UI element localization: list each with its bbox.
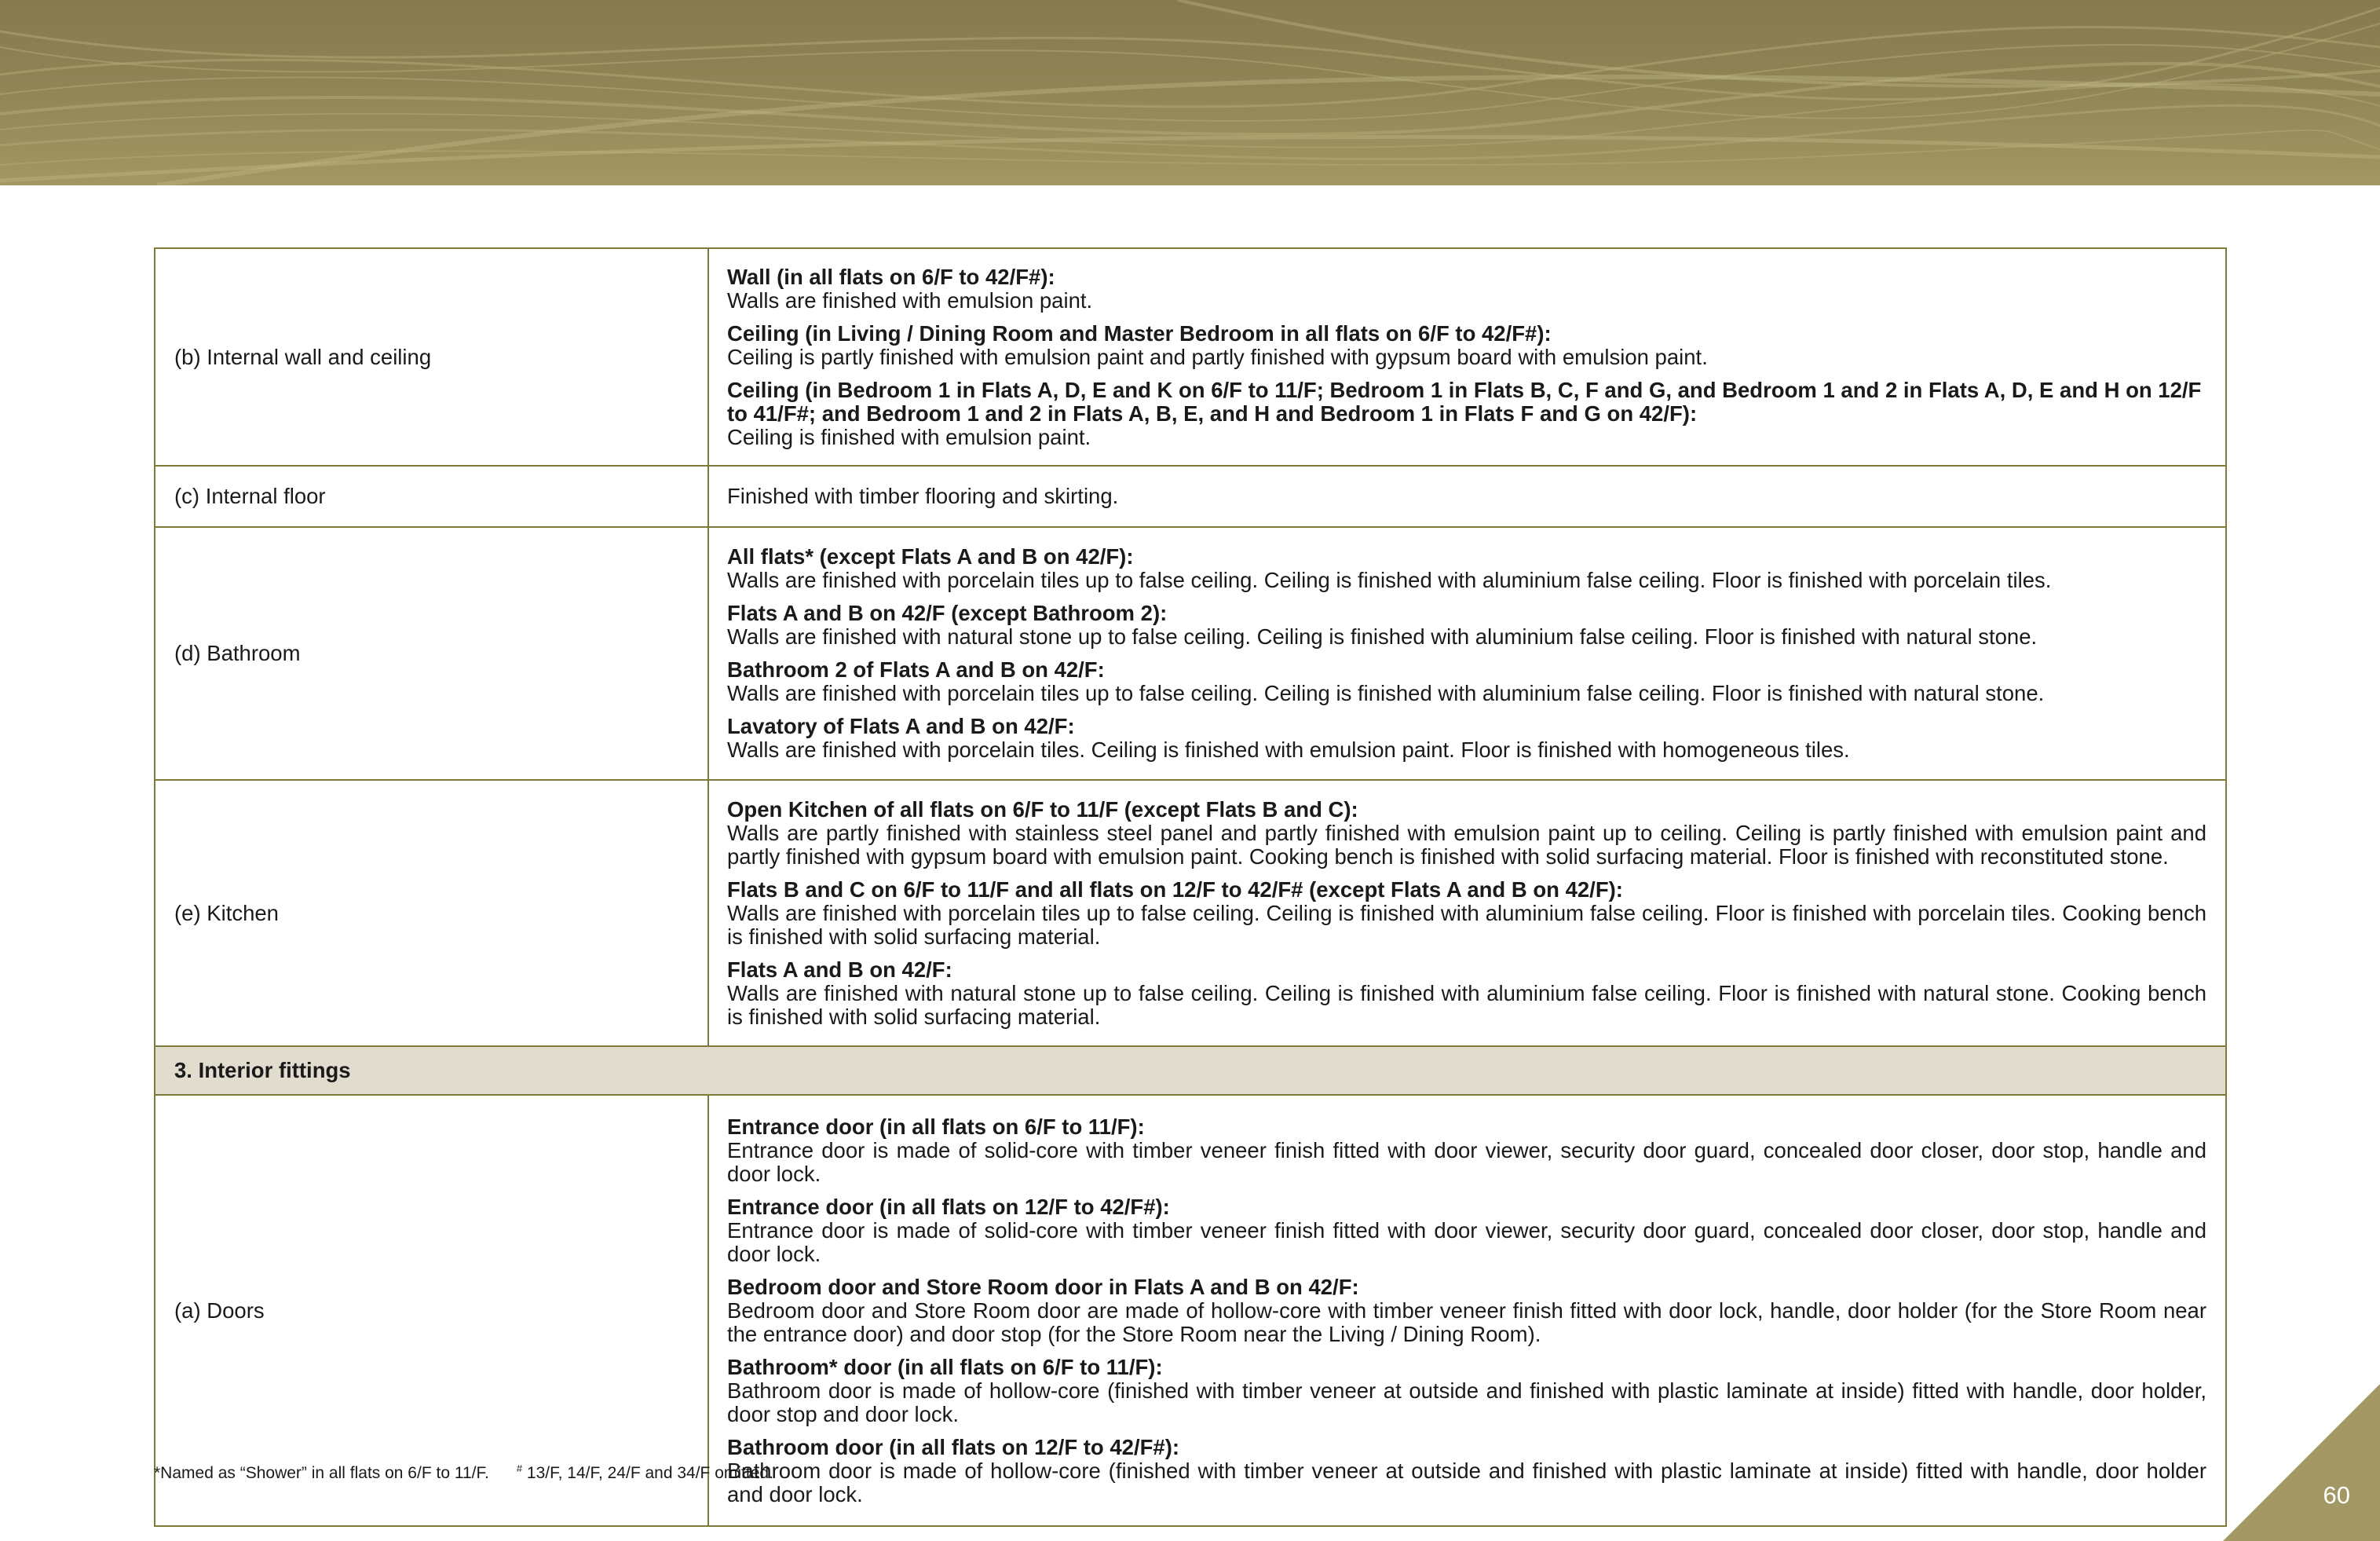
table-row: [155, 466, 2226, 527]
corner-triangle: [2223, 1384, 2380, 1541]
entry-body: Entrance door is made of solid-core with timber veneer finish fitted with door viewer, security door guard, concealed door closer, door stop, handle and door lock.: [727, 1137, 2206, 1186]
table-row: [155, 248, 2226, 466]
row-label: (e) Kitchen: [155, 780, 708, 1046]
row-content: Finished with timber flooring and skirting.: [708, 466, 2226, 527]
entry-body: Walls are finished with porcelain tiles up to false ceiling. Ceiling is finished with aluminium false ceiling. Floor is finished with porcelain tiles. Cooking bench is finished with solid surfacing material.: [727, 900, 2206, 949]
row-content: [708, 1095, 2226, 1526]
page-number: 60: [2323, 1481, 2350, 1509]
entry-body: Walls are finished with emulsion paint.: [727, 287, 1093, 313]
entry-heading: Wall (in all flats on 6/F to 42/F#):: [727, 264, 1055, 289]
row-content: [708, 780, 2226, 1046]
entry-heading: Bathroom 2 of Flats A and B on 42/F:: [727, 657, 1105, 682]
entry-body: Walls are partly finished with stainless steel panel and partly finished with emulsion paint up to ceiling. Ceiling is partly finished with emulsion paint and partly finished with gypsum board with emulsion paint. Cooking bench is finished with solid surfacing material. Floor is finished with reconstituted stone.: [727, 820, 2206, 869]
table-row: [155, 527, 2226, 780]
specification-table: [154, 247, 2227, 1527]
footnote-omitted-floors: 13/F, 14/F, 24/F and 34/F omitted.: [522, 1464, 773, 1482]
entry-heading: Flats A and B on 42/F:: [727, 957, 952, 982]
row-label: (b) Internal wall and ceiling: [155, 248, 708, 466]
entry-heading: Bathroom* door (in all flats on 6/F to 11/F):: [727, 1354, 1163, 1379]
entry-body: Bathroom door is made of hollow-core (finished with timber veneer at outside and finished with plastic laminate at inside) fitted with handle, door holder, door stop and door lock.: [727, 1378, 2206, 1426]
footnote: [154, 1462, 773, 1483]
entry-heading: Ceiling (in Living / Dining Room and Master Bedroom in all flats on 6/F to 42/F#):: [727, 320, 1552, 346]
footnote-shower: *Named as “Shower” in all flats on 6/F to 11/F.: [154, 1464, 489, 1482]
entry-heading: Entrance door (in all flats on 6/F to 11/F):: [727, 1114, 1145, 1139]
section-title: 3. Interior fittings: [155, 1046, 2226, 1095]
row-content: [708, 248, 2226, 466]
row-label: (a) Doors: [155, 1095, 708, 1526]
header-banner: [0, 0, 2380, 185]
entry-heading: Flats B and C on 6/F to 11/F and all flats on 12/F to 42/F# (except Flats A and B on 42/F):: [727, 877, 1623, 902]
entry-heading: Ceiling (in Bedroom 1 in Flats A, D, E and K on 6/F to 11/F; Bedroom 1 in Flats B, C, F and G, and Bedroom 1 and 2 in Flats A, D, E and H on 12/F to 41/F#; and Bedroom 1 and 2 in Flats A, B, E, and H and Bedroom 1 in Flats F and G on 42/F):: [727, 377, 2202, 426]
entry-body: Entrance door is made of solid-core with timber veneer finish fitted with door viewer, security door guard, concealed door closer, door stop, handle and door lock.: [727, 1217, 2206, 1266]
entry-body: Bedroom door and Store Room door are made of hollow-core with timber veneer finish fitted with door lock, handle, door holder (for the Store Room near the entrance door) and door stop (for the Store Room near the Living / Dining Room).: [727, 1298, 2206, 1346]
row-label: (d) Bathroom: [155, 527, 708, 780]
entry-heading: Bedroom door and Store Room door in Flats A and B on 42/F:: [727, 1274, 1359, 1299]
entry-body: Bathroom door is made of hollow-core (finished with timber veneer at outside and finished with plastic laminate at inside) fitted with handle, door holder and door lock.: [727, 1458, 2206, 1506]
table-row: [155, 1095, 2226, 1526]
entry-body: Walls are finished with porcelain tiles up to false ceiling. Ceiling is finished with aluminium false ceiling. Floor is finished with natural stone.: [727, 681, 2045, 705]
row-content: [708, 527, 2226, 780]
table-row: [155, 780, 2226, 1046]
entry-body: Ceiling is finished with emulsion paint.: [727, 424, 1091, 449]
entry-body: Ceiling is partly finished with emulsion paint and partly finished with gypsum board with emulsion paint.: [727, 344, 1708, 369]
entry-heading: Flats A and B on 42/F (except Bathroom 2):: [727, 601, 1168, 625]
section-header-row: [155, 1046, 2226, 1095]
entry-heading: All flats* (except Flats A and B on 42/F):: [727, 544, 1134, 569]
entry-heading: Open Kitchen of all flats on 6/F to 11/F (except Flats B and C):: [727, 796, 1358, 822]
row-label: (c) Internal floor: [155, 466, 708, 527]
wave-pattern: [0, 0, 2380, 185]
entry-body: Walls are finished with natural stone up to false ceiling. Ceiling is finished with aluminium false ceiling. Floor is finished with natural stone.: [727, 624, 2038, 649]
footnote-hash-mark: #: [516, 1462, 523, 1474]
entry-heading: Lavatory of Flats A and B on 42/F:: [727, 714, 1075, 738]
entry-body: Walls are finished with porcelain tiles up to false ceiling. Ceiling is finished with aluminium false ceiling. Floor is finished with porcelain tiles.: [727, 568, 2052, 592]
entry-heading: Bathroom door (in all flats on 12/F to 42/F#):: [727, 1434, 1180, 1459]
entry-heading: Entrance door (in all flats on 12/F to 42/F#):: [727, 1194, 1170, 1219]
entry-body: Walls are finished with porcelain tiles. Ceiling is finished with emulsion paint. Floor is finished with homogeneous tiles.: [727, 738, 1850, 762]
entry-body: Walls are finished with natural stone up to false ceiling. Ceiling is finished with aluminium false ceiling. Floor is finished with natural stone. Cooking bench is finished with solid surfacing material.: [727, 980, 2206, 1029]
